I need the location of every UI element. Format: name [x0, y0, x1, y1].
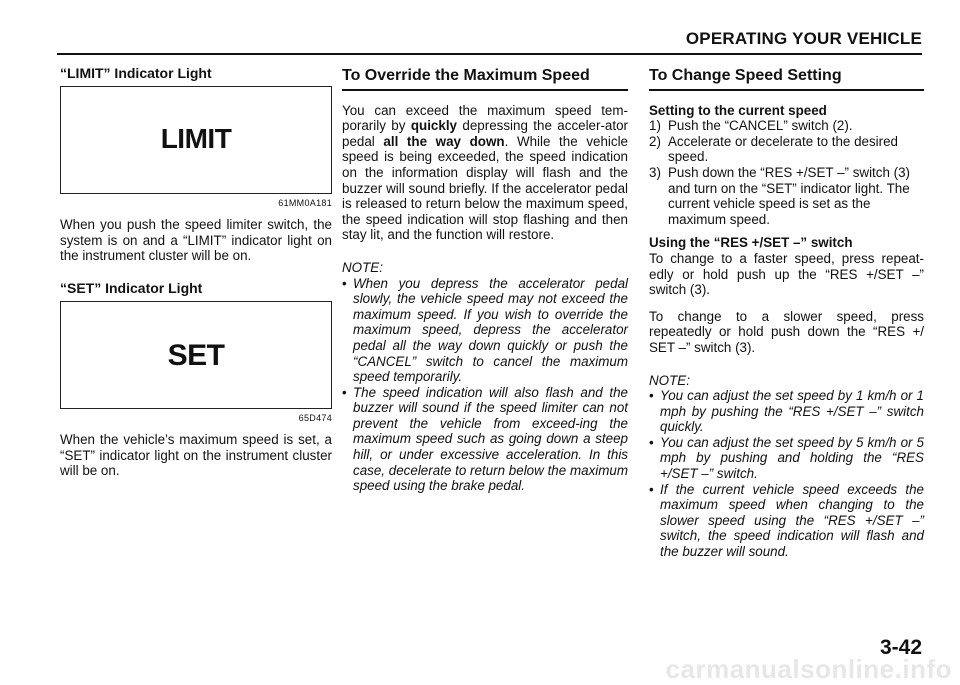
limit-indicator-figure [60, 86, 332, 194]
current-speed-subheading: Setting to the current speed [649, 102, 827, 118]
watermark-text: carmanualsonline.info [665, 654, 952, 684]
set-indicator-text: SET [167, 338, 225, 372]
change-speed-note-label: NOTE: [649, 372, 690, 388]
list-item: • The speed indication will also flash and the buzzer will sound if the speed limiter can not prevent the vehicle from exceed-ing the maximum speed such as going down a steep hill, or under excessive acceleration. In this case, decelerate to return below the maximum speed using the brake pedal. [342, 384, 628, 494]
override-notes-list [342, 276, 628, 494]
change-speed-heading: To Change Speed Setting [649, 68, 924, 91]
column-change-speed [649, 66, 924, 560]
limit-indicator-heading: “LIMIT” Indicator Light [60, 65, 212, 81]
bold-quickly: quickly [410, 118, 457, 134]
column-override-speed [342, 66, 628, 494]
res-set-subheading: Using the “RES +/SET –” switch [649, 235, 853, 251]
header-rule [57, 53, 922, 55]
list-item: • You can adjust the set speed by 5 km/h or 5 mph by pushing and holding the “RES +/SET –” switch. [649, 434, 924, 482]
limit-indicator-text: LIMIT [160, 122, 232, 154]
steps-list [649, 118, 924, 227]
page-number: 3-42 [879, 636, 922, 659]
override-heading: To Override the Maximum Speed [342, 68, 628, 91]
override-paragraph: You can exceed the maximum speed tem-porarily by quickly depressing the acceler-ator pedal all the way down. While the vehicle speed is being exceeded, the speed indication on the information display will flash and the buzzer will sound briefly. If the accelerator pedal is released to return below the maximum speed, the speed indication will stop flashing and then stay lit, and the function will restore. [342, 102, 628, 243]
faster-speed-paragraph: To change to a faster speed, press repeat-edly or hold push up the “RES +/SET –” switch (3). [649, 250, 924, 298]
slower-speed-paragraph: To change to a slower speed, press repeatedly or hold push down the “RES +/ SET –” switch (3). [649, 308, 924, 355]
limit-indicator-paragraph: When you push the speed limiter switch, the system is on and a “LIMIT” indicator light on the instrument cluster will be on. [60, 217, 332, 264]
list-item: • When you depress the accelerator pedal slowly, the vehicle speed may not exceed the maximum speed. If you wish to override the maximum speed, depress the accelerator pedal all the way down quickly or push the “CANCEL” switch to cancel the maximum speed temporarily. [342, 275, 628, 385]
set-indicator-figure [60, 301, 332, 409]
override-note-label: NOTE: [342, 259, 383, 275]
set-figure-code: 65D474 [298, 412, 332, 423]
limit-figure-code: 61MM0A181 [278, 197, 332, 208]
page-header-title: OPERATING YOUR VEHICLE [685, 29, 922, 48]
list-item: • You can adjust the set speed by 1 km/h or 1 mph by pushing the “RES +/SET –” switch quickly. [649, 388, 924, 435]
bold-all-the-way-down: all the way down [383, 133, 505, 149]
list-item: • If the current vehicle speed exceeds the maximum speed when changing to the slower speed using the “RES +/SET –” switch, the speed indication will flash and the buzzer will sound. [649, 481, 924, 560]
set-indicator-paragraph: When the vehicle’s maximum speed is set, a “SET” indicator light on the instrument cluster will be on. [60, 432, 332, 479]
list-item: 3) Push down the “RES +/SET –” switch (3) and turn on the “SET” indicator light. The current vehicle speed is set as the maximum speed. [649, 164, 910, 227]
list-item: 2) Accelerate or decelerate to the desired speed. [649, 133, 899, 165]
set-indicator-heading: “SET” Indicator Light [60, 279, 203, 296]
change-speed-notes-list [649, 388, 924, 560]
column-indicator-lights [60, 66, 332, 479]
list-item: 1) Push the “CANCEL” switch (2). [649, 118, 853, 134]
